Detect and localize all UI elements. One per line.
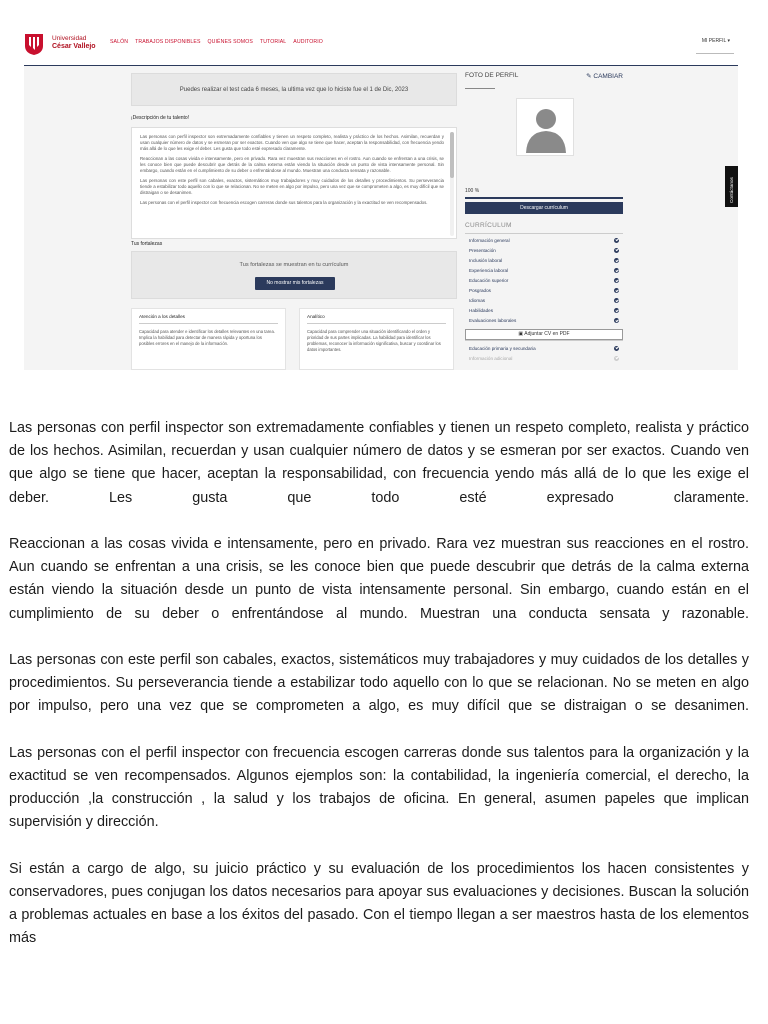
contact-side-tab[interactable] bbox=[725, 166, 738, 207]
strength-card-text: Capacidad para atender e identificar los detalles relevantes en una tarea. Implica la habilidad para detectar de manera rápida y oportuna los posibles errores en el manejo de la información. bbox=[139, 329, 275, 346]
check-icon bbox=[614, 288, 619, 293]
divider bbox=[465, 88, 495, 89]
check-icon bbox=[614, 318, 619, 323]
university-name-line1: Universidad bbox=[52, 35, 87, 42]
cv-section-title: CURRÍCULUM bbox=[465, 222, 512, 229]
cv-item-label: Evaluaciones laborales bbox=[469, 318, 517, 324]
cv-item[interactable] bbox=[469, 265, 619, 275]
avatar bbox=[516, 98, 574, 156]
top-navbar bbox=[24, 24, 738, 66]
check-icon bbox=[614, 248, 619, 253]
strengths-label: Tus fortalezas bbox=[131, 241, 163, 247]
cv-item-label: Posgrados bbox=[469, 288, 491, 294]
photo-title: FOTO DE PERFIL bbox=[465, 72, 519, 79]
download-cv-button[interactable]: Descargar currículum bbox=[465, 202, 623, 214]
body-paragraph: Reaccionan a las cosas vivida e intensamente, pero en privado. Rara vez muestran sus reacciones en el rostro. Aun cuando se enfrentan a una crisis, se les conoce bien que puede descubrir que detrás de la calma externa están viendo la situación desde un punto de vista intensamente personal. Sin embargo, cuando están en el cumplimiento de su deber o enfrentándose al mundo. Muestran una conducta sensata y razonable. bbox=[9, 536, 749, 622]
nav-salon[interactable]: SALÓN bbox=[110, 39, 129, 45]
cv-item-label: Presentación bbox=[469, 247, 496, 253]
cv-item[interactable] bbox=[469, 255, 619, 265]
divider bbox=[696, 53, 734, 54]
description-box[interactable] bbox=[131, 127, 457, 239]
body-paragraph: Las personas con el perfil inspector con frecuencia escogen carreras donde sus talentos para la organización y la exactitud se ven recompensados. Algunos ejemplos son: la contabilidad, la ingeniería comercial, el derecho, la producción ,la construcción , la salud y los trabajos de oficina. En general, asumen papeles que implican supervisión y dirección. bbox=[9, 744, 749, 831]
body-paragraph: Las personas con perfil inspector son extremadamente confiables y tienen un respeto completo, realista y práctico de los hechos. Asimilan, recuerdan y usan cualquier número de datos y se esmeran por ser exactos. Cuando ven que algo se tiene que hacer, aceptan la responsabilidad, con frecuencia yendo más allá de lo que les exige el deber. Les gusta que todo esté expresado claramente. bbox=[9, 420, 749, 506]
divider bbox=[465, 340, 623, 341]
progress-bar-fill bbox=[465, 197, 623, 199]
optional-item[interactable] bbox=[469, 343, 619, 353]
cv-item[interactable] bbox=[469, 235, 619, 245]
cv-item-label: Habilidades bbox=[469, 308, 494, 314]
attach-pdf-label: Adjuntar CV en PDF bbox=[524, 331, 570, 337]
nav-trabajos[interactable]: TRABAJOS DISPONIBLES bbox=[135, 39, 201, 45]
document-body bbox=[9, 417, 749, 974]
check-icon bbox=[614, 278, 619, 283]
main-nav bbox=[110, 39, 323, 45]
test-notice: Puedes realizar el test cada 6 meses, la ultima vez que lo hiciste fue el 1 de Dic, 2023 bbox=[131, 73, 457, 106]
university-shield-icon bbox=[24, 32, 44, 56]
change-photo-button[interactable] bbox=[586, 72, 623, 80]
description-paragraph: Las personas con perfil inspector son extremadamente confiables y tienen un respeto completo, realista y práctico de los hechos. Asimilan, recuerdan y usan cualquier número de datos y se esmeran por ser exactos. Cuando ven que algo se tiene que hacer, aceptan la responsabilidad, con frecuencia yendo más allá de lo que les exige el deber. Les gusta que todo esté expresado claramente. bbox=[140, 134, 444, 151]
strength-card bbox=[299, 308, 454, 370]
cv-item[interactable] bbox=[469, 296, 619, 306]
profile-sidebar bbox=[465, 70, 625, 366]
optional-list bbox=[469, 343, 619, 363]
nav-auditorio[interactable]: AUDITORIO bbox=[293, 39, 323, 45]
cv-list bbox=[469, 235, 619, 326]
description-paragraph: Las personas con el perfil inspector con frecuencia escogen carreras donde sus talentos para la organización y la exactitud se ven recompensados. bbox=[140, 200, 428, 205]
embedded-screenshot bbox=[24, 24, 738, 370]
check-icon bbox=[614, 346, 619, 351]
cv-item-label: Inclusión laboral bbox=[469, 257, 503, 263]
cv-item-label: Idiomas bbox=[469, 298, 486, 304]
profile-menu[interactable]: MI PERFIL ▾ bbox=[701, 38, 730, 44]
strength-card-text: Capacidad para comprender una situación identificando el orden y prioridad de sus partes implicadas. La habilidad para identificar los problemas, reconocer la información significativa, buscar y coordinar los datos importantes. bbox=[307, 329, 441, 352]
edit-icon: ✎ bbox=[586, 73, 592, 80]
optional-item[interactable] bbox=[469, 353, 619, 363]
university-name-line2: César Vallejo bbox=[52, 43, 96, 50]
strength-card-title: Atención a los detalles bbox=[139, 314, 278, 324]
progress-bar bbox=[465, 197, 623, 199]
attach-pdf-button[interactable] bbox=[465, 329, 623, 340]
check-icon bbox=[614, 298, 619, 303]
university-name bbox=[52, 35, 96, 51]
strengths-box bbox=[131, 251, 457, 299]
progress-label: 100 % bbox=[465, 188, 480, 194]
university-logo[interactable] bbox=[24, 32, 104, 58]
divider bbox=[465, 233, 623, 234]
hide-strengths-button[interactable]: No mostrar mis fortalezas bbox=[255, 277, 335, 290]
body-paragraph: Las personas con este perfil son cabales, exactos, sistemáticos muy trabajadores y muy cuidados de los detalles y procedimientos. Su perseverancia tiende a estabilizar todo aquello con lo que se relacionan. No se meten en algo por impulso, pero una vez que se comprometen a algo, es muy difícil que se distraigan o se desanimen. bbox=[9, 652, 749, 715]
cv-item-label: Información general bbox=[469, 237, 510, 243]
cv-item-label: Experiencia laboral bbox=[469, 267, 509, 273]
pdf-icon: ▣ bbox=[518, 331, 524, 337]
scrollbar-thumb[interactable] bbox=[450, 132, 454, 178]
change-photo-label: CAMBIAR bbox=[593, 73, 623, 80]
strength-card bbox=[131, 308, 286, 370]
cv-item[interactable] bbox=[469, 316, 619, 326]
contact-side-tab-label: Contáctanos bbox=[729, 177, 734, 203]
nav-tutorial[interactable]: TUTORIAL bbox=[259, 39, 287, 45]
cv-item[interactable] bbox=[469, 285, 619, 295]
cv-item[interactable] bbox=[469, 245, 619, 255]
description-paragraph: Reaccionan a las cosas vivida e intensamente, pero en privado. Rara vez muestran sus reacciones en el rostro. Aun cuando se enfrentan a una crisis, se les conoce bien que puede descubrir que detrás de la calma externa están viendo la situación desde un punto de vista intensamente personal. Sin embargo, cuando están en el cumplimiento de su deber o enfrentándose al mundo. Muestran una conducta sensata y razonable. bbox=[140, 156, 444, 173]
description-label: ¡Descripción de tu talento! bbox=[131, 115, 190, 121]
check-icon bbox=[614, 268, 619, 273]
check-icon bbox=[614, 238, 619, 243]
strength-card-title: Analítico bbox=[307, 314, 446, 324]
optional-item-label: Educación primaria y secundaria bbox=[469, 345, 536, 351]
body-paragraph: Si están a cargo de algo, su juicio práctico y su evaluación de los procedimientos los hacen consistentes y conservadores, pues conjugan los datos necesarios para apoyar sus evaluaciones y decisiones. Buscan la solución a problemas actuales en base a los éxitos del pasado. Con el tiempo llegan a ser maestros hasta de los elementos más bbox=[9, 860, 749, 947]
check-icon bbox=[614, 308, 619, 313]
check-icon bbox=[614, 356, 619, 361]
cv-item[interactable] bbox=[469, 275, 619, 285]
check-icon bbox=[614, 258, 619, 263]
strengths-message: Tus fortalezas se muestran en tu currículum bbox=[239, 262, 349, 268]
description-paragraph: Las personas con este perfil son cabales, exactos, sistemáticos muy trabajadores y muy cuidados de los detalles y procedimientos. Su perseverancia tiende a estabilizar todo aquello con lo que se relacionan. No se meten en algo por impulso, pero una vez que se comprometen a algo, es muy difícil que se distraigan o se desanimen. bbox=[140, 178, 444, 195]
cv-item[interactable] bbox=[469, 306, 619, 316]
cv-item-label: Educación superior bbox=[469, 277, 509, 283]
optional-item-label: Información adicional bbox=[469, 355, 513, 361]
user-silhouette-icon bbox=[517, 99, 575, 157]
nav-quienes-somos[interactable]: QUIÉNES SOMOS bbox=[207, 39, 253, 45]
